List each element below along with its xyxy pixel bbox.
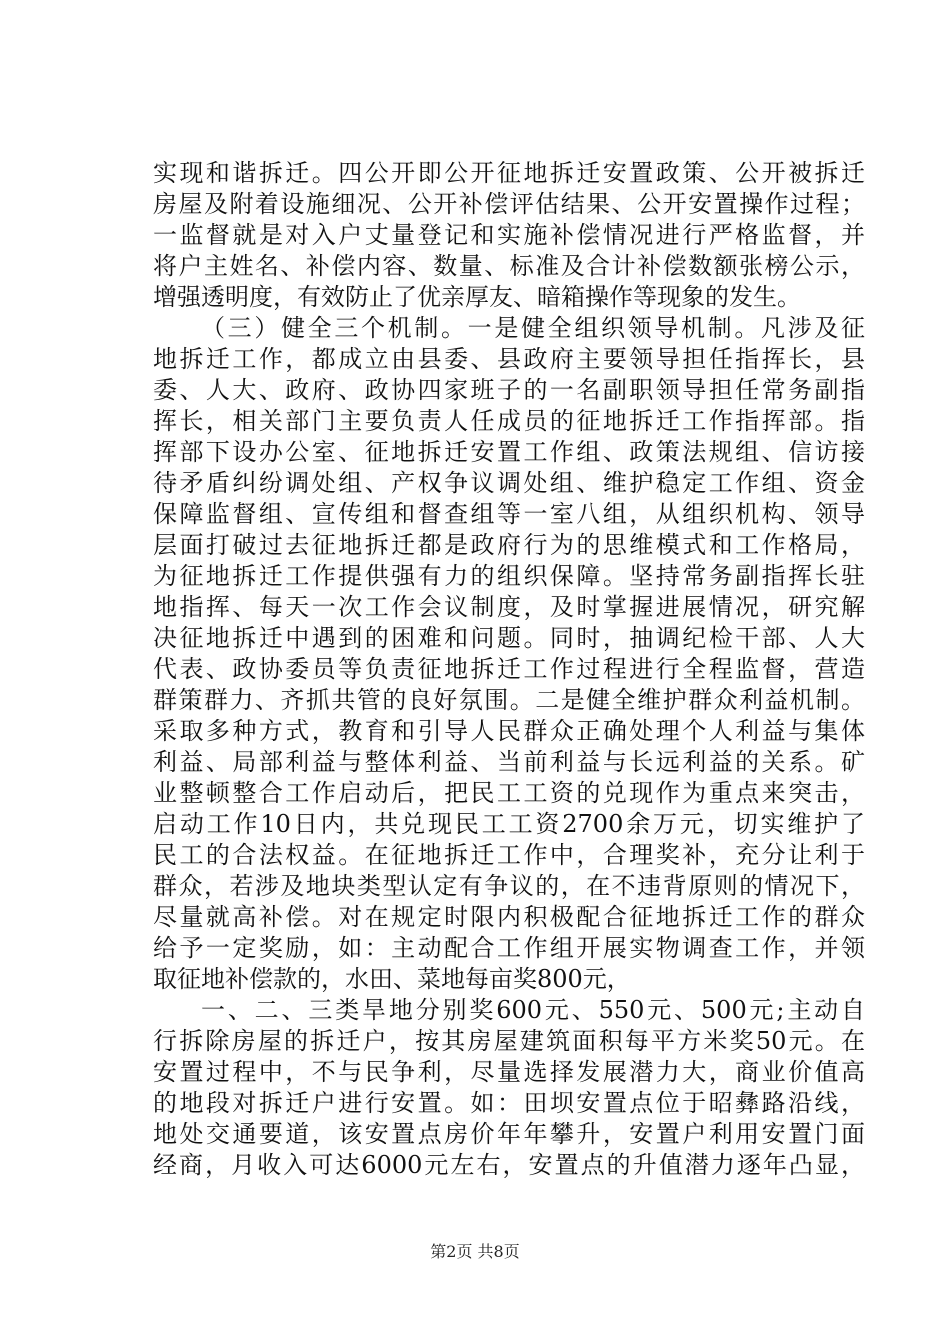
text-line: 待矛盾纠纷调处组、产权争议调处组、维护稳定工作组、资金 — [153, 469, 865, 497]
text-line: 采取多种方式，教育和引导人民群众正确处理个人利益与集体 — [153, 717, 865, 745]
text-line: 尽量就高补偿。对在规定时限内积极配合征地拆迁工作的群众 — [153, 903, 865, 931]
paragraph-start-line: （三）健全三个机制。一是健全组织领导机制。凡涉及征 — [201, 314, 865, 342]
text-line: 群策群力、齐抓共管的良好氛围。二是健全维护群众利益机制。 — [153, 686, 865, 714]
text-line: 取征地补偿款的，水田、菜地每亩奖800元， — [153, 965, 631, 993]
text-line: 地处交通要道，该安置点房价年年攀升，安置户利用安置门面 — [153, 1120, 865, 1148]
text-line: 一监督就是对入户丈量登记和实施补偿情况进行严格监督，并 — [153, 221, 865, 249]
text-line: 经商，月收入可达6000元左右，安置点的升值潜力逐年凸显， — [153, 1151, 865, 1179]
text-line: 为征地拆迁工作提供强有力的组织保障。坚持常务副指挥长驻 — [153, 562, 865, 590]
text-line: 地指挥、每天一次工作会议制度，及时掌握进展情况，研究解 — [153, 593, 865, 621]
text-line: 代表、政协委员等负责征地拆迁工作过程进行全程监督，营造 — [153, 655, 865, 683]
text-line: 民工的合法权益。在征地拆迁工作中，合理奖补，充分让利于 — [153, 841, 865, 869]
text-line: 利益、局部利益与整体利益、当前利益与长远利益的关系。矿 — [153, 748, 865, 776]
text-line: 将户主姓名、补偿内容、数量、标准及合计补偿数额张榜公示， — [153, 252, 865, 280]
text-line: 启动工作10日内，共兑现民工工资2700余万元，切实维护了 — [153, 810, 865, 838]
text-line: 增强透明度，有效防止了优亲厚友、暗箱操作等现象的发生。 — [153, 283, 801, 311]
text-line: 行拆除房屋的拆迁户，按其房屋建筑面积每平方米奖50元。在 — [153, 1027, 865, 1055]
text-line: 地拆迁工作，都成立由县委、县政府主要领导担任指挥长，县 — [153, 345, 865, 373]
text-line: 挥长，相关部门主要负责人任成员的征地拆迁工作指挥部。指 — [153, 407, 865, 435]
text-line: 的地段对拆迁户进行安置。如：田坝安置点位于昭彝路沿线， — [153, 1089, 865, 1117]
text-line: 安置过程中，不与民争利，尽量选择发展潜力大，商业价值高 — [153, 1058, 865, 1086]
document-body — [153, 158, 865, 1181]
text-line: 群众，若涉及地块类型认定有争议的，在不违背原则的情况下， — [153, 872, 865, 900]
text-line: 房屋及附着设施细况、公开补偿评估结果、公开安置操作过程； — [153, 190, 865, 218]
text-line: 保障监督组、宣传组和督查组等一室八组，从组织机构、领导 — [153, 500, 865, 528]
paragraph-start-line: 一、二、三类旱地分别奖600元、550元、500元;主动自 — [201, 996, 865, 1024]
text-line: 实现和谐拆迁。四公开即公开征地拆迁安置政策、公开被拆迁 — [153, 159, 865, 187]
text-line: 委、人大、政府、政协四家班子的一名副职领导担任常务副指 — [153, 376, 865, 404]
text-line: 挥部下设办公室、征地拆迁安置工作组、政策法规组、信访接 — [153, 438, 865, 466]
text-line: 给予一定奖励，如：主动配合工作组开展实物调查工作，并领 — [153, 934, 865, 962]
page-number-footer: 第2页 共8页 — [430, 1242, 520, 1261]
text-line: 决征地拆迁中遇到的困难和问题。同时，抽调纪检干部、人大 — [153, 624, 865, 652]
text-line: 层面打破过去征地拆迁都是政府行为的思维模式和工作格局， — [153, 531, 865, 559]
text-line: 业整顿整合工作启动后，把民工工资的兑现作为重点来突击， — [153, 779, 865, 807]
